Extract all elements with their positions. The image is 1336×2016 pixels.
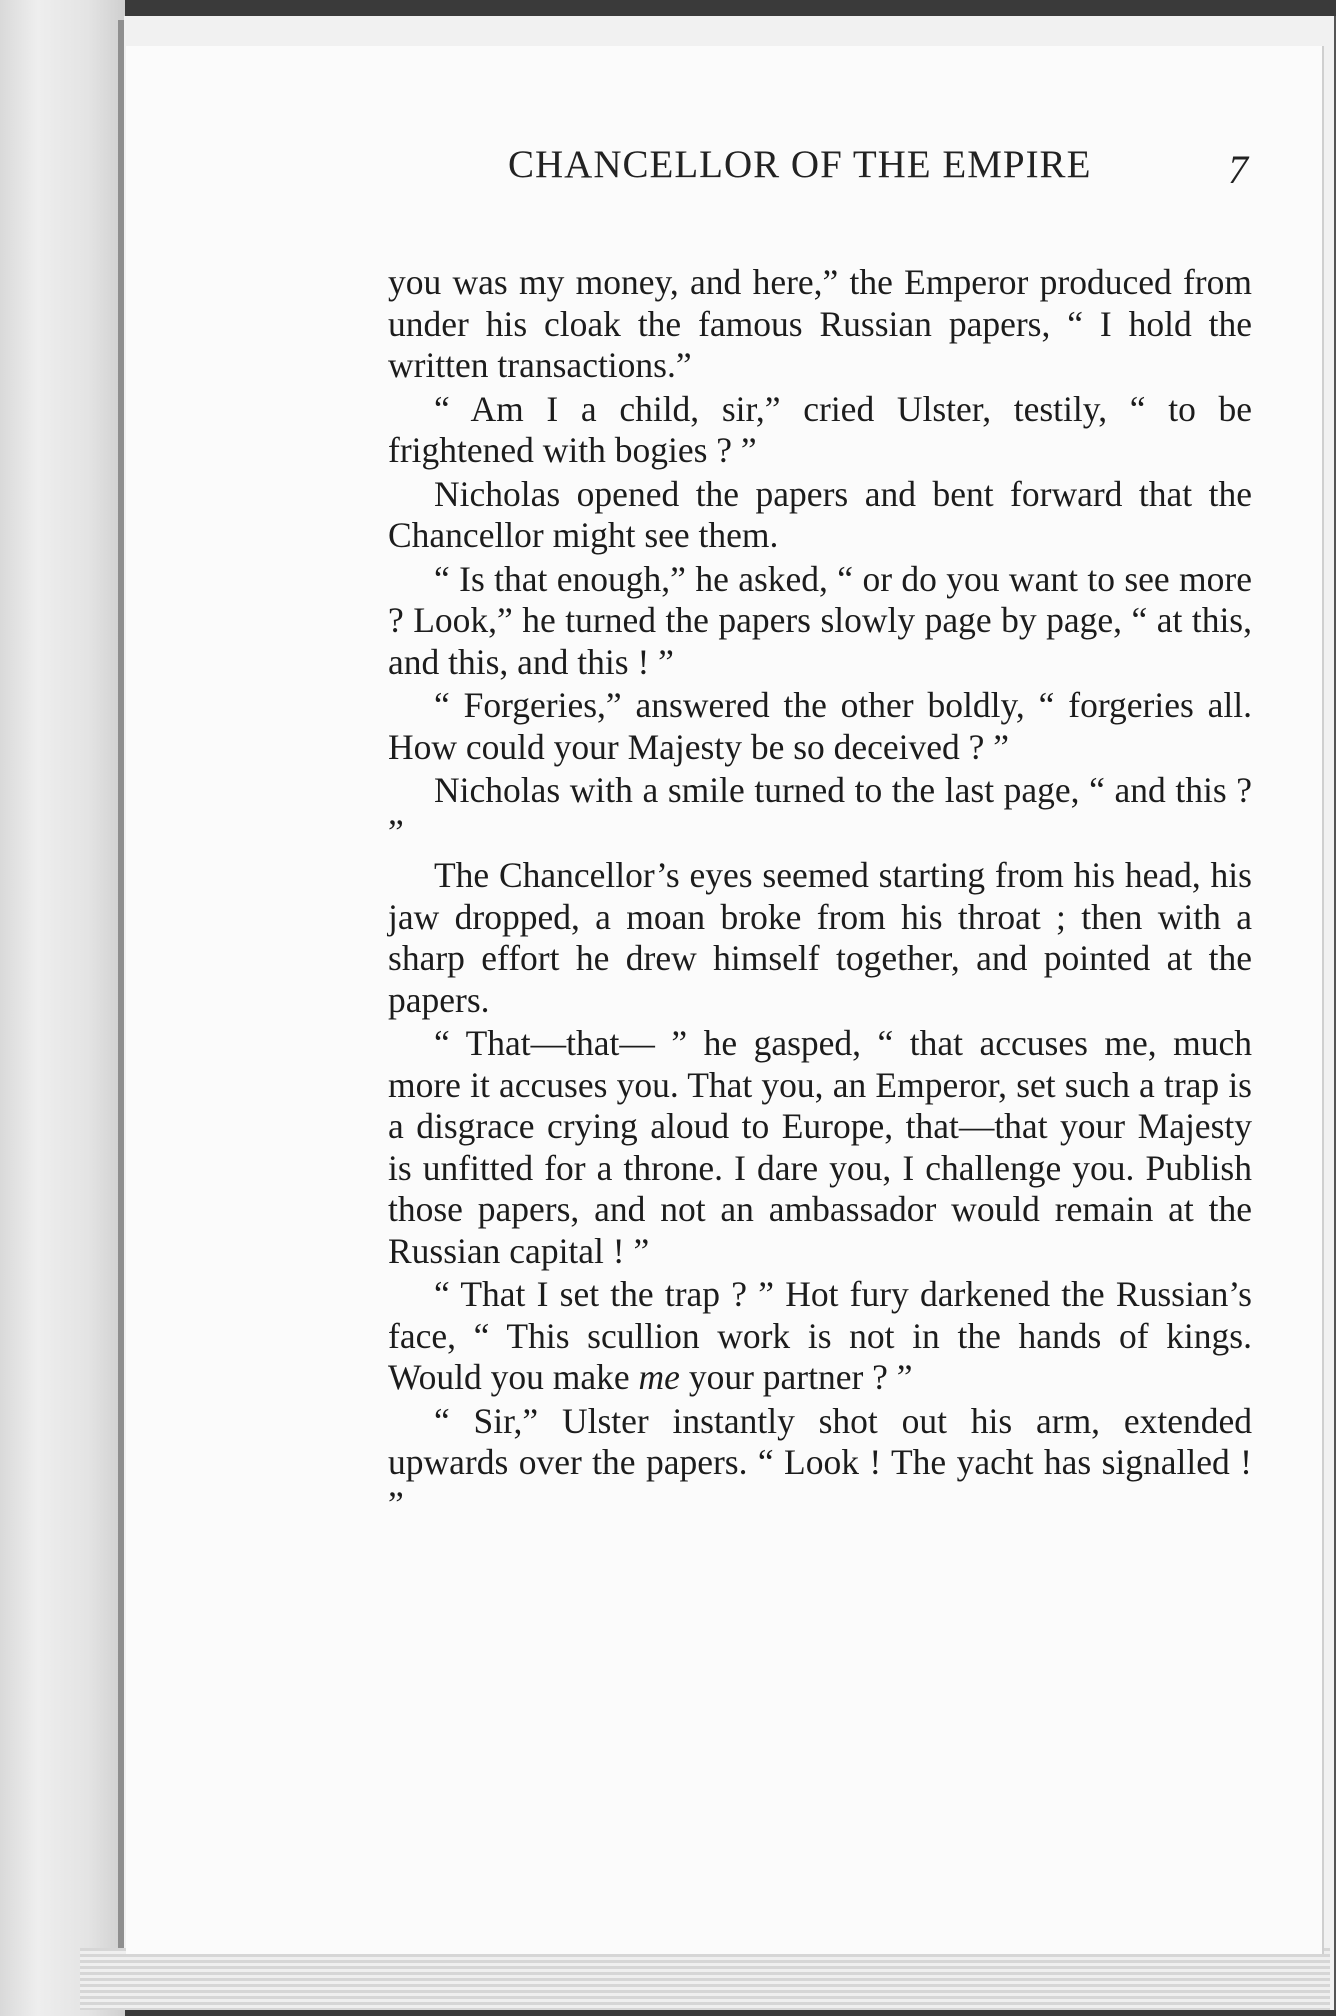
book-page [126,46,1324,1954]
paragraph: “ Forgeries,” answered the other boldly, “ forgeries all. How could your Majesty be so deceived ? ” [388,685,1252,767]
emphasis-word: me [638,1357,680,1397]
paragraph: “ Am I a child, sir,” cried Ulster, testily, “ to be frightened with bogies ? ” [388,388,1252,470]
page-stack-bottom-edges [80,1948,1330,2010]
paragraph: “ Sir,” Ulster instantly shot out his arm, extended upwards over the papers. “ Look ! The yacht has signalled ! ” [388,1400,1252,1524]
paragraph: “ That I set the trap ? ” Hot fury darkened the Russian’s face, “ This scullion work is not in the hands of kings. Would you make me your partner ? ” [388,1274,1252,1397]
paragraph: Nicholas with a smile turned to the last page, “ and this ? ” [388,770,1252,852]
left-page-edge [0,0,125,2016]
paragraph: you was my money, and here,” the Emperor produced from under his cloak the famous Russian papers, “ I hold the written transactions.” [388,262,1252,385]
paragraph: Nicholas opened the papers and bent forward that the Chancellor might see them. [388,473,1252,555]
paragraph: “ That—that— ” he gasped, “ that accuses me, much more it accuses you. That you, an Emperor, set such a trap is a disgrace crying aloud to Europe, that—that your Majesty is unfitted for a throne. I dare you, I challenge you. Publish those papers, and not an ambassador would remain at the Russian capital ! ” [388,1023,1252,1271]
paragraph: “ Is that enough,” he asked, “ or do you want to see more ? Look,” he turned the papers slowly page by page, “ at this, and this, and this ! ” [388,558,1252,682]
paragraph: The Chancellor’s eyes seemed starting from his head, his jaw dropped, a moan broke from his throat ; then with a sharp effort he drew himself together, and pointed at the papers. [388,855,1252,1020]
page-number: 7 [1228,147,1248,192]
running-title: CHANCELLOR OF THE EMPIRE [508,143,1092,186]
running-header [246,142,1246,202]
body-text [388,262,1252,1525]
